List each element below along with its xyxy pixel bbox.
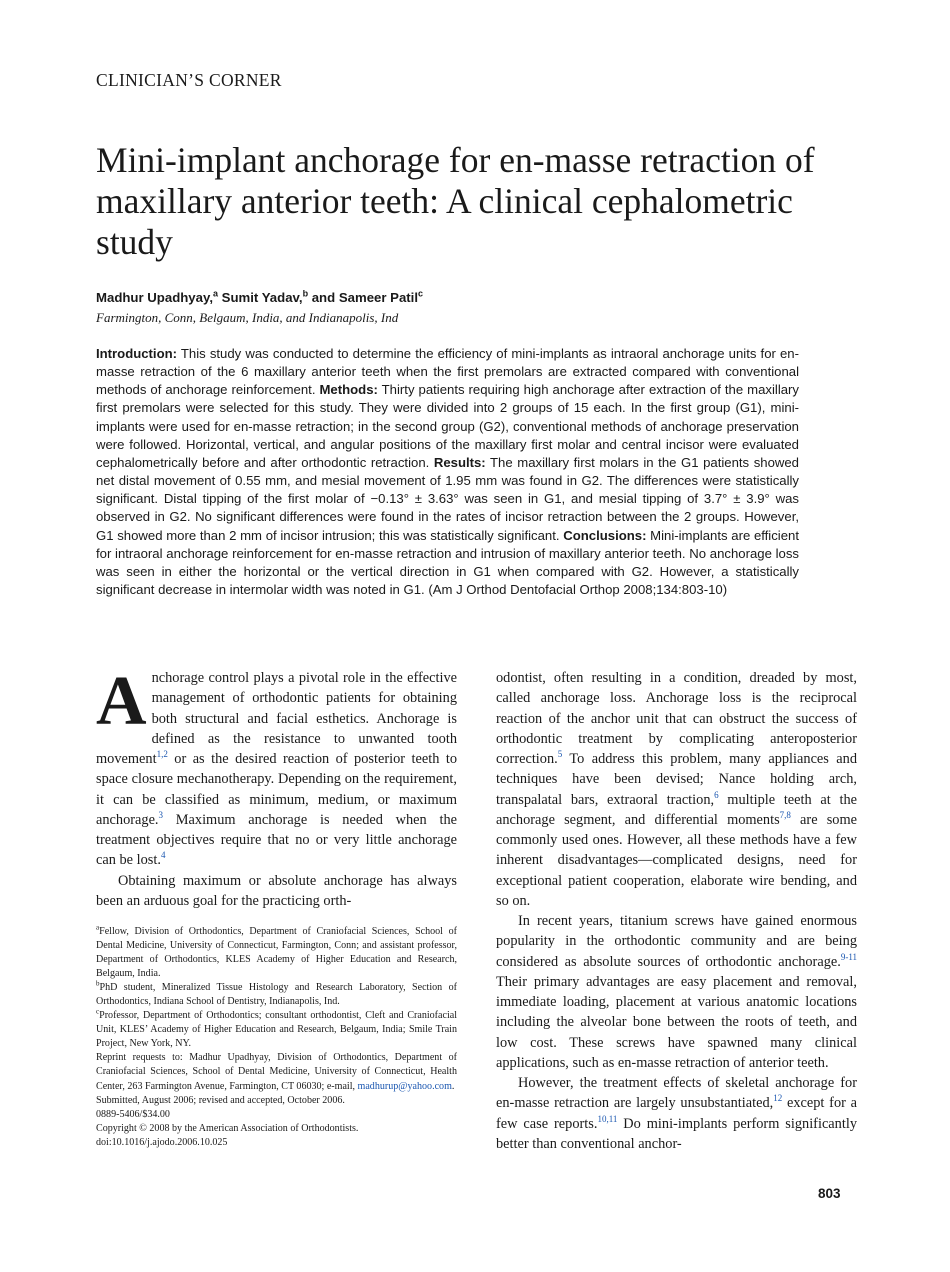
footnote bbox=[96, 1009, 457, 1051]
citation-link[interactable]: 1,2 bbox=[156, 749, 168, 760]
author-marker: a bbox=[213, 288, 219, 299]
footnote bbox=[96, 925, 457, 981]
body-text: To address this problem, many appliances and techniques have been devised; Nance holding arch, transpalatal bars, extraoral traction, bbox=[496, 751, 857, 808]
author-marker: b bbox=[302, 288, 309, 299]
body-text: multiple teeth at the anchorage segment, and differential moments bbox=[496, 791, 857, 828]
abstract-text: This study was conducted to determine the efficiency of mini-implants as intraoral anchorage units for en-masse retraction of the 6 maxillary anterior teeth when the first premolars are extracted compared with conventional methods of anchorage reinforcement. bbox=[96, 346, 799, 398]
body-text: In recent years, titanium screws have gained enormous popularity in the orthodontic community and are being considered as absolute sources of orthodontic anchorage. bbox=[496, 913, 857, 970]
footnote-text: Reprint requests to: Madhur Upadhyay, Division of Orthodontics, Department of Craniofacial Sciences, School of Dental Medicine, University of Connecticut, Health Center, 263 Farmington Avenue, Farmington, CT 06030; e-mail, bbox=[96, 1052, 457, 1092]
body-paragraph bbox=[496, 668, 857, 911]
abstract-heading: Methods: bbox=[319, 382, 378, 398]
drop-cap: A bbox=[96, 663, 147, 740]
copyright: Copyright © 2008 by the American Association of Orthodontists. bbox=[96, 1122, 359, 1134]
citation-link[interactable]: 6 bbox=[714, 789, 719, 800]
abstract-text: Mini-implants are efficient for intraoral anchorage reinforcement for en-masse retraction and intrusion of maxillary anterior teeth. No anchorage loss was seen in either the horizontal or the vertical direction in G1 when compared with G2. However, a statistically significant decrease in intermolar width was noted in G1. (Am J Orthod Dentofacial Orthop 2008;134:803-10) bbox=[96, 527, 799, 598]
footnote-text: Fellow, Division of Orthodontics, Department of Craniofacial Sciences, School of Dental Medicine, University of Connecticut, Farmington, Conn; and assistant professor, Department of Orthodontics, KLES Academy of Higher Education and Research, Belgaum, India. bbox=[96, 926, 457, 980]
abstract-text: Thirty patients requiring high anchorage after extraction of the maxillary first premolars were selected for this study. They were divided into 2 groups of 15 each. In the first group (G1), mini-implants were used for en-masse retraction; in the second group (G2), conventional methods of anchorage preservation were followed. Horizontal, vertical, and angular positions of the maxillary first molar and central incisor were evaluated cephalometrically before and after orthodontic retraction. bbox=[96, 382, 799, 470]
body-text: nchorage control plays a pivotal role in the effective management of orthodontic patients for obtaining both structural and facial esthetics. Anchorage is defined as the resistance to unwanted tooth movement bbox=[96, 670, 457, 767]
footnote-text: Professor, Department of Orthodontics; consultant orthodontist, Cleft and Craniofacial Unit, KLES’ Academy of Higher Education and Research, Belgaum, India; Smile Train Project, New York, NY. bbox=[96, 1010, 457, 1050]
body-text: odontist, often resulting in a condition, dreaded by most, called anchorage loss. Anchorage loss is the reciprocal reaction of the anchor unit that can obstruct the success of orthodontic treatment by complicating anteroposterior correction. bbox=[496, 670, 857, 767]
author-name: and Sameer Patil bbox=[308, 290, 419, 305]
section-label: CLINICIAN’S CORNER bbox=[96, 70, 282, 90]
body-paragraph bbox=[96, 663, 457, 871]
footnote-text: PhD student, Mineralized Tissue Histology and Research Laboratory, Section of Orthodontics, Indiana School of Dentistry, Indianapolis, Ind. bbox=[96, 982, 457, 1008]
body-text: However, the treatment effects of skeletal anchorage for en-masse retraction are largely unsubstantiated, bbox=[496, 1075, 857, 1112]
page-number: 803 bbox=[818, 1186, 841, 1201]
footnote bbox=[96, 981, 457, 1009]
abstract-heading: Introduction: bbox=[96, 346, 178, 361]
submission-dates: Submitted, August 2006; revised and accepted, October 2006. bbox=[96, 1094, 345, 1106]
author-name: Sumit Yadav, bbox=[218, 290, 303, 305]
author-list bbox=[96, 290, 423, 305]
issn: 0889-5406/$34.00 bbox=[96, 1108, 170, 1120]
body-text: are some commonly used ones. However, all these methods have a few inherent disadvantages—complicated designs, need for exceptional patient cooperation, elaborate wire bending, and so on. bbox=[496, 811, 857, 909]
footnote-marker: a bbox=[96, 923, 100, 932]
author-name: Madhur Upadhyay, bbox=[96, 290, 213, 305]
article-title: Mini-implant anchorage for en-masse retraction of maxillary anterior teeth: A clinical cephalometric study bbox=[96, 140, 815, 262]
citation-link[interactable]: 7,8 bbox=[779, 809, 791, 820]
affiliation: Farmington, Conn, Belgaum, India, and Indianapolis, Ind bbox=[96, 310, 399, 325]
body-paragraph bbox=[496, 911, 857, 1073]
abstract-text: The maxillary first molars in the G1 patients showed net distal movement of 0.55 mm, and mesial movement of 1.95 mm was found in G2. The differences were statistically significant. Distal tipping of the first molar of −0.13° ± 3.63° was seen in G1, and mesial tipping of 3.7° ± 3.9° was observed in G2. No significant differences were found in the rates of incisor retraction between the 2 groups. However, G1 showed more than 2 mm of incisor intrusion; this was statistically significant. bbox=[96, 454, 799, 543]
footnote-marker: c bbox=[96, 1007, 100, 1016]
abstract bbox=[96, 345, 799, 599]
author-marker: c bbox=[418, 288, 424, 299]
citation-link[interactable]: 3 bbox=[158, 809, 164, 820]
citation-link[interactable]: 9-11 bbox=[840, 951, 857, 962]
body-text: Maximum anchorage is needed when the treatment objectives require that no or very little anchorage can be lost. bbox=[96, 811, 457, 869]
citation-link[interactable]: 4 bbox=[160, 850, 166, 861]
body-text: or as the desired reaction of posterior teeth to space closure mechanotherapy. Depending on the requirement, it can be classified as minimum, medium, or maximum anchorage. bbox=[96, 751, 457, 828]
body-paragraph: Obtaining maximum or absolute anchorage has always been an arduous goal for the practicing orth- bbox=[96, 872, 457, 909]
body-paragraph bbox=[496, 1073, 857, 1154]
abstract-heading: Results: bbox=[433, 454, 486, 470]
footnote-marker: b bbox=[96, 979, 100, 988]
body-column-left bbox=[96, 663, 457, 911]
citation-link[interactable]: 10,11 bbox=[597, 1113, 618, 1124]
citation-link[interactable]: 5 bbox=[557, 749, 563, 760]
body-text: Do mini-implants perform significantly better than conventional anchor- bbox=[496, 1115, 857, 1152]
body-text: Their primary advantages are easy placement and removal, immediate loading, placement at various anatomic locations including the alveolar bone between the roots of teeth, and low cost. These screws have spawned many clinical applications, such as en-masse retraction of anterior teeth. bbox=[496, 973, 857, 1071]
footnote-text: . bbox=[451, 1080, 455, 1092]
body-column-right bbox=[496, 668, 857, 1154]
abstract-heading: Conclusions: bbox=[563, 527, 647, 543]
email-link[interactable]: madhurup@yahoo.com bbox=[357, 1080, 452, 1092]
footnotes bbox=[96, 925, 457, 1150]
doi: doi:10.1016/j.ajodo.2006.10.025 bbox=[96, 1136, 228, 1148]
body-text: except for a few case reports. bbox=[496, 1095, 858, 1132]
citation-link[interactable]: 12 bbox=[773, 1093, 783, 1104]
reprint-note bbox=[96, 1051, 457, 1093]
